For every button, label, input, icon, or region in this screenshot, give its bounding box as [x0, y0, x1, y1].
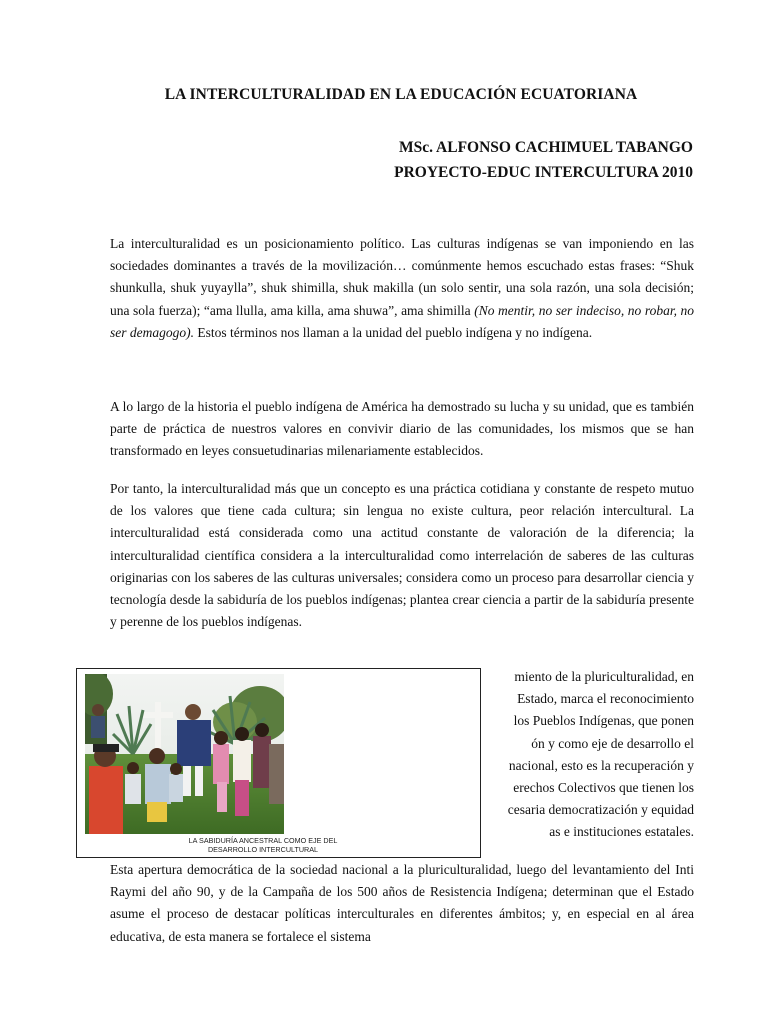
paragraph-1-text-b: Estos términos nos llaman a la unidad del pueblo indígena y no indígena. — [197, 324, 593, 340]
figure-caption — [173, 836, 353, 854]
paragraph-4-line: nacional, esto es la recuperación y — [508, 757, 694, 773]
document-title: LA INTERCULTURALIDAD EN LA EDUCACIÓN ECUATORIANA — [164, 86, 638, 103]
paragraph-4-line: cesaria democratización y equidad — [507, 802, 694, 818]
paragraph-1 — [110, 233, 694, 344]
paragraph-4-line: miento de la pluriculturalidad, en — [514, 669, 694, 684]
project-name: PROYECTO-EDUC INTERCULTURA 2010 — [394, 164, 693, 181]
paragraph-1-italic: (No mentir, no ser indeciso, no robar, no ser demagogo). — [110, 302, 695, 340]
paragraph-4-line: as e instituciones estatales. — [549, 824, 694, 840]
paragraph-5: Esta apertura democrática de la sociedad nacional a la pluriculturalidad, luego del levantamiento del Inti Raymi del año 90, y de la Campaña de los 500 años de Resistencia Indígena; determinan que el Estado asume el proceso de destacar políticas interculturales en diferentes ámbitos; y, en especial en al área educativa, de esta manera se fortalece el sistema — [110, 862, 694, 944]
figure-caption-line-1: LA SABIDURÍA ANCESTRAL COMO EJE DEL — [188, 836, 338, 845]
figure-caption-line-2: DESARROLLO INTERCULTURAL — [207, 845, 319, 854]
author-name: MSc. ALFONSO CACHIMUEL TABANGO — [399, 139, 693, 156]
paragraph-3: Por tanto, la interculturalidad más que un concepto es una práctica cotidiana y constante de respeto mutuo de los valores que tiene cada cultura; sin lengua no existe cultura, peor relación intercultural. La interculturalidad está considerada como una actitud constante de valoración de la diferencia; la interculturalidad científica considera a la interculturalidad como interrelación de saberes de las culturas originarias con los saberes de las culturas universales; considera como un proceso para desarrollar ciencia y tecnología desde la sabiduría de los pueblos indígenas; plantea crear ciencia a partir de la sabiduría presente y perenne de los pueblos indígenas. — [110, 481, 694, 630]
paragraph-4-line: ón y como eje de desarrollo el — [531, 735, 694, 751]
paragraph-4-line: erechos Colectivos que tienen los — [513, 780, 694, 796]
paragraph-2: A lo largo de la historia el pueblo indígena de América ha demostrado su lucha y su unidad, que es también parte de práctica de nuestros valores en convivir diario de las comunidades, los mismos que se han transformado en leyes consuetudinarias milenariamente establecidos. — [110, 399, 694, 459]
paragraph-1-text-a: La interculturalidad es un posicionamiento político. Las culturas indígenas se van imponiendo en las sociedades dominantes a través de la movilización… comúnmente hemos escuchado estas frases: “Shuk shunkulla, shuk yuyaylla”, shuk shimilla, shuk makilla (un solo sentir, una sola razón, una sola decisión; una sola fuerza); “ama llulla, ama killa, ama shuwa”, ama shimilla — [110, 236, 694, 318]
paragraph-4-line: los Pueblos Indígenas, que ponen — [513, 713, 694, 729]
community-photo — [85, 674, 284, 834]
paragraph-4-line: Estado, marca el reconocimiento — [517, 691, 694, 707]
figure-box — [76, 668, 481, 858]
